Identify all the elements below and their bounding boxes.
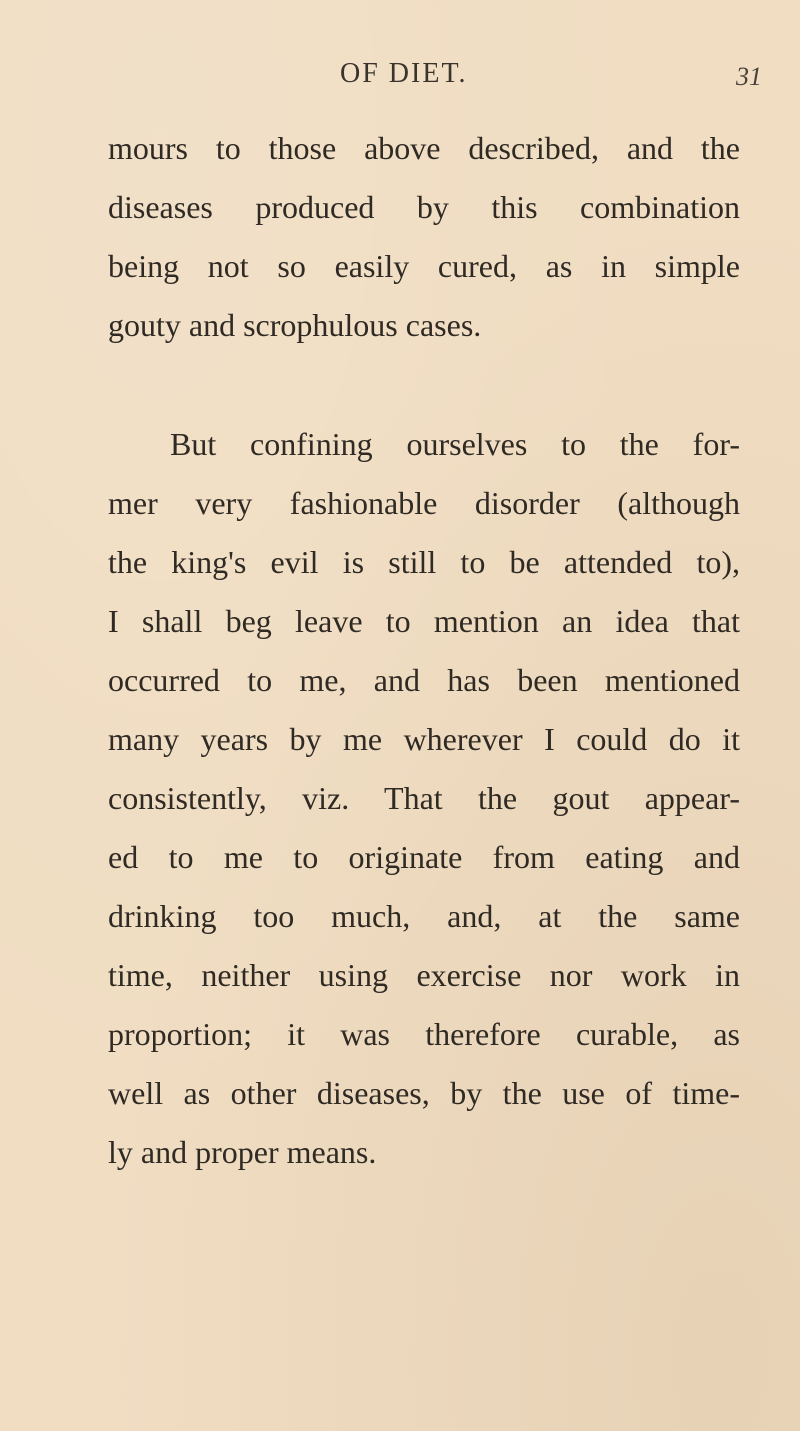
paragraph-2 [108,424,740,1191]
text-line: mours to those above described, and the [108,130,740,166]
text-line: gouty and scrophulous cases. [108,307,482,343]
text-line: proportion; it was therefore curable, as [108,1016,740,1052]
paragraph-gap [108,364,740,424]
text-line: drinking too much, and, at the same [108,898,740,934]
text-line: diseases produced by this combination [108,189,740,225]
text-line: mer very fashionable disorder (although [108,485,740,521]
text-line: occurred to me, and has been mentioned [108,662,740,698]
running-head: OF DIET. [340,58,468,89]
text-line: ly and proper means. [108,1134,377,1170]
paragraph-1 [108,128,740,364]
body-text [108,128,740,1191]
text-line: many years by me wherever I could do it [108,721,740,757]
page-header [0,58,800,98]
text-line: ed to me to originate from eating and [108,839,740,875]
text-line: But confining ourselves to the for- [170,426,740,462]
page-number: 31 [736,62,762,91]
text-line: time, neither using exercise nor work in [108,957,740,993]
text-line: well as other diseases, by the use of time- [108,1075,740,1111]
text-line: I shall beg leave to mention an idea that [108,603,740,639]
text-line: being not so easily cured, as in simple [108,248,740,284]
text-line: consistently, viz. That the gout appear- [108,780,740,816]
text-line: the king's evil is still to be attended to), [108,544,740,580]
